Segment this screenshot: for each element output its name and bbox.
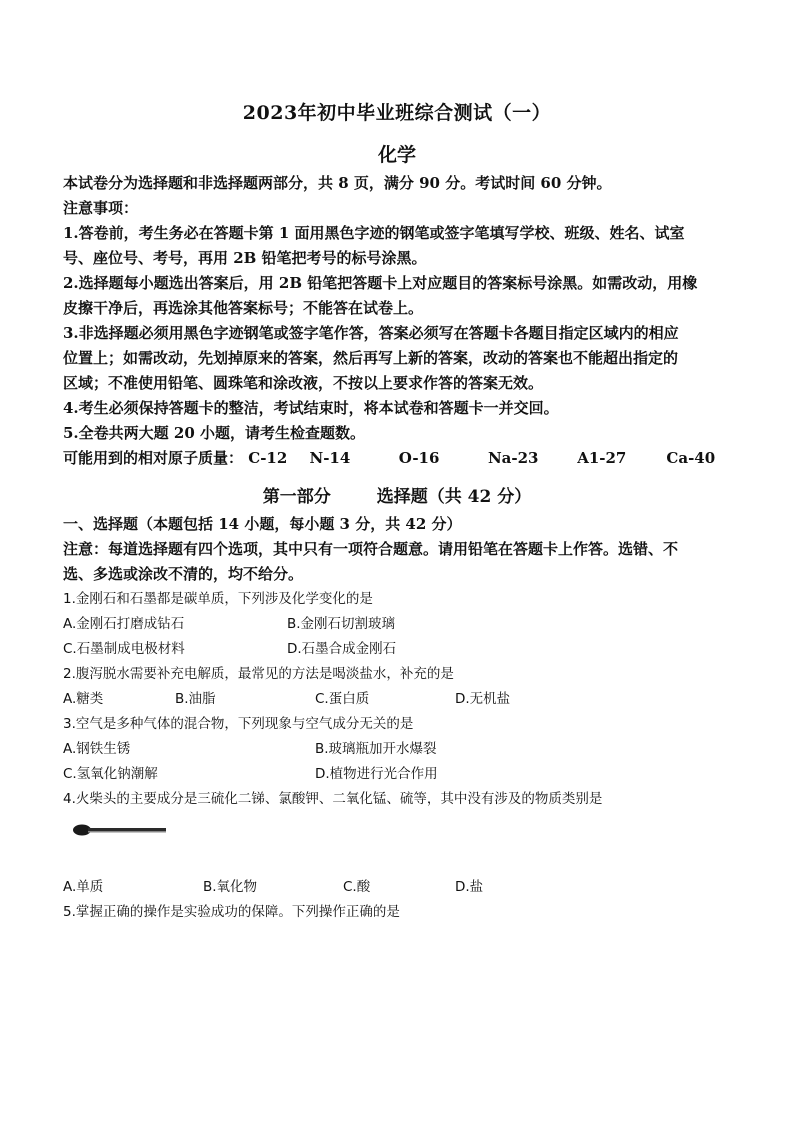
option: A.糖类 bbox=[63, 691, 104, 707]
subject-title: 化学 bbox=[377, 144, 416, 166]
section-notice: 注意：每道选择题有四个选项，其中只有一项符合题意。请用铅笔在答题卡上作答。选错、不 bbox=[63, 540, 679, 558]
option: A.单质 bbox=[63, 879, 104, 895]
exam-title: 2023年初中毕业班综合测试（一） bbox=[242, 102, 552, 124]
atomic-masses bbox=[63, 448, 715, 468]
note-line: 3.非选择题必须用黑色字迹钢笔或签字笔作答，答案必须写在答题卡各题目指定区域内的相应 bbox=[63, 324, 679, 342]
part-one-title bbox=[0, 482, 794, 507]
note-line: 1.答卷前，考生务必在答题卡第 1 面用黑色字迹的钢笔或签字笔填写学校、班级、姓名、试室 bbox=[63, 224, 685, 242]
atomic-mass: C-12 bbox=[248, 449, 288, 467]
option: B.氧化物 bbox=[203, 879, 258, 895]
option: C.石墨制成电极材料 bbox=[63, 641, 185, 657]
note-line: 位置上；如需改动，先划掉原来的答案，然后再写上新的答案，改动的答案也不能超出指定的 bbox=[63, 349, 679, 367]
atomic-mass: A1-27 bbox=[577, 449, 627, 467]
atomic-mass: O-16 bbox=[398, 449, 440, 467]
exam-summary: 本试卷分为选择题和非选择题两部分，共 8 页，满分 90 分。考试时间 60 分钟。 bbox=[63, 174, 612, 192]
option: D.石墨合成金刚石 bbox=[287, 641, 397, 657]
atomic-mass: Ca-40 bbox=[666, 449, 716, 467]
option: A.金刚石打磨成钻石 bbox=[63, 616, 185, 632]
option: B.油脂 bbox=[175, 691, 216, 707]
question-stem: 5.掌握正确的操作是实验成功的保障。下列操作正确的是 bbox=[63, 904, 400, 920]
option: D.盐 bbox=[455, 879, 484, 895]
question-stem: 3.空气是多种气体的混合物，下列现象与空气成分无关的是 bbox=[63, 716, 414, 732]
atomic-mass: Na-23 bbox=[487, 449, 539, 467]
option: C.酸 bbox=[343, 879, 371, 895]
option: C.氢氧化钠潮解 bbox=[63, 766, 158, 782]
note-line: 4.考生必须保持答题卡的整洁，考试结束时，将本试卷和答题卡一并交回。 bbox=[63, 399, 559, 417]
question-stem: 4.火柴头的主要成分是三硫化二锑、氯酸钾、二氧化锰、硫等，其中没有涉及的物质类别是 bbox=[63, 791, 603, 807]
question-stem: 1.金刚石和石墨都是碳单质，下列涉及化学变化的是 bbox=[63, 591, 373, 607]
section-heading: 一、选择题（本题包括 14 小题，每小题 3 分，共 42 分） bbox=[63, 515, 462, 533]
part-one-desc: 选择题（共 42 分） bbox=[376, 487, 532, 507]
atomic-mass: N-14 bbox=[309, 449, 351, 467]
note-line: 5.全卷共两大题 20 小题，请考生检查题数。 bbox=[63, 424, 365, 442]
note-line: 皮擦干净后，再选涂其他答案标号；不能答在试卷上。 bbox=[63, 299, 424, 317]
part-one-label: 第一部分 bbox=[262, 487, 331, 507]
option: C.蛋白质 bbox=[315, 691, 370, 707]
option: D.无机盐 bbox=[455, 691, 511, 707]
note-line: 区域；不准使用铅笔、圆珠笔和涂改液，不按以上要求作答的答案无效。 bbox=[63, 374, 544, 392]
note-line: 号、座位号、考号，再用 2B 铅笔把考号的标号涂黑。 bbox=[63, 249, 427, 267]
option: A.钢铁生锈 bbox=[63, 741, 131, 757]
option: D.植物进行光合作用 bbox=[315, 766, 438, 782]
section-notice: 选、多选或涂改不清的，均不给分。 bbox=[63, 565, 304, 583]
note-line: 2.选择题每小题选出答案后，用 2B 铅笔把答题卡上对应题目的答案标号涂黑。如需改动，用橡 bbox=[63, 274, 698, 292]
matchstick-image bbox=[72, 823, 168, 837]
atomic-masses-label: 可能用到的相对原子质量： bbox=[63, 449, 244, 467]
option: B.金刚石切割玻璃 bbox=[287, 616, 396, 632]
question-stem: 2.腹泻脱水需要补充电解质，最常见的方法是喝淡盐水，补充的是 bbox=[63, 666, 454, 682]
notes-heading: 注意事项： bbox=[63, 199, 139, 217]
option: B.玻璃瓶加开水爆裂 bbox=[315, 741, 437, 757]
